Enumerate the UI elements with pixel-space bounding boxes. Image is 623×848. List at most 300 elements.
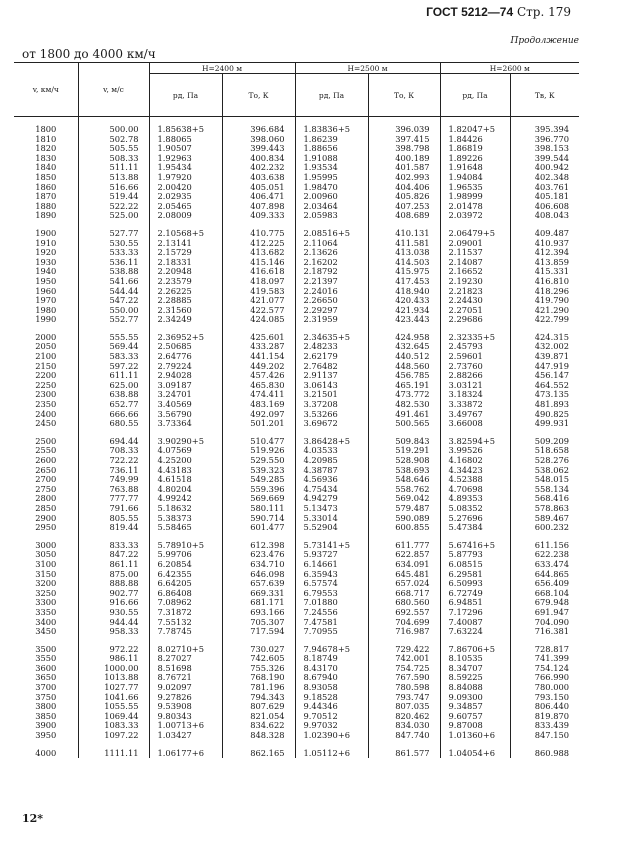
cell-pressure-2600: 1.89226 xyxy=(440,154,510,164)
table-row xyxy=(14,135,579,145)
cell-pressure-2600: 7.86706+5 xyxy=(440,645,510,655)
cell-temp-2500: 692.557 xyxy=(368,608,440,618)
cell-v-ms: 916.66 xyxy=(78,598,149,608)
cell-temp-2500: 418.940 xyxy=(368,287,440,297)
cell-pressure-2600: 4.52388 xyxy=(440,475,510,485)
cell-temp-2600: 418.296 xyxy=(510,287,579,297)
cell-pressure-2400: 4.80204 xyxy=(149,485,222,495)
cell-pressure-2400: 6.20854 xyxy=(149,560,222,570)
table-row xyxy=(14,693,579,703)
table-row xyxy=(14,381,579,391)
cell-v-kmh: 2400 xyxy=(14,410,78,420)
cell-temp-2400: 657.639 xyxy=(222,579,295,589)
cell-v-kmh: 1860 xyxy=(14,183,78,193)
cell-pressure-2600: 4.16802 xyxy=(440,456,510,466)
cell-v-ms: 736.11 xyxy=(78,466,149,476)
group-header-2500: H=2500 м xyxy=(295,63,440,74)
cell-pressure-2400: 2.05465 xyxy=(149,202,222,212)
cell-v-kmh: 4000 xyxy=(14,749,78,759)
cell-temp-2400: 519.926 xyxy=(222,446,295,456)
cell-temp-2400: 402.232 xyxy=(222,163,295,173)
table-row xyxy=(14,485,579,495)
cell-pressure-2600: 4.89353 xyxy=(440,494,510,504)
cell-v-kmh: 3550 xyxy=(14,654,78,664)
cell-v-ms: 944.44 xyxy=(78,618,149,628)
cell-v-ms: 513.88 xyxy=(78,173,149,183)
cell-pressure-2500: 7.94678+5 xyxy=(295,645,368,655)
cell-temp-2600: 691.947 xyxy=(510,608,579,618)
cell-temp-2600: 416.810 xyxy=(510,277,579,287)
cell-pressure-2500: 2.13626 xyxy=(295,248,368,258)
cell-pressure-2500: 1.83836+5 xyxy=(295,125,368,135)
cell-v-kmh: 3200 xyxy=(14,579,78,589)
cell-temp-2400: 705.307 xyxy=(222,618,295,628)
cell-pressure-2400: 4.61518 xyxy=(149,475,222,485)
cell-temp-2400: 465.830 xyxy=(222,381,295,391)
cell-pressure-2500: 4.94279 xyxy=(295,494,368,504)
table-row xyxy=(14,154,579,164)
cell-v-kmh: 3900 xyxy=(14,721,78,731)
cell-pressure-2400: 1.88065 xyxy=(149,135,222,145)
cell-pressure-2600: 6.08515 xyxy=(440,560,510,570)
cell-temp-2600: 860.988 xyxy=(510,749,579,759)
cell-pressure-2400: 2.02935 xyxy=(149,192,222,202)
cell-temp-2600: 766.990 xyxy=(510,673,579,683)
cell-pressure-2400: 1.97920 xyxy=(149,173,222,183)
cell-temp-2400: 396.684 xyxy=(222,125,295,135)
cell-pressure-2500: 7.70955 xyxy=(295,627,368,637)
cell-v-kmh: 2900 xyxy=(14,514,78,524)
cell-pressure-2400: 9.80343 xyxy=(149,712,222,722)
cell-temp-2500: 600.855 xyxy=(368,523,440,533)
cell-v-kmh: 1950 xyxy=(14,277,78,287)
cell-temp-2500: 456.785 xyxy=(368,371,440,381)
cell-pressure-2400: 3.09187 xyxy=(149,381,222,391)
cell-temp-2600: 405.181 xyxy=(510,192,579,202)
cell-pressure-2400: 4.07569 xyxy=(149,446,222,456)
cell-temp-2400: 569.669 xyxy=(222,494,295,504)
cell-v-kmh: 1970 xyxy=(14,296,78,306)
cell-temp-2400: 590.714 xyxy=(222,514,295,524)
cell-temp-2400: 406.471 xyxy=(222,192,295,202)
table-row xyxy=(14,192,579,202)
cell-temp-2400: 862.165 xyxy=(222,749,295,759)
cell-v-ms: 569.44 xyxy=(78,342,149,352)
cell-v-ms: 805.55 xyxy=(78,514,149,524)
cell-pressure-2600: 6.50993 xyxy=(440,579,510,589)
cell-pressure-2400: 2.31560 xyxy=(149,306,222,316)
cell-pressure-2500: 8.67940 xyxy=(295,673,368,683)
cell-temp-2400: 580.111 xyxy=(222,504,295,514)
cell-v-kmh: 2750 xyxy=(14,485,78,495)
cell-pressure-2600: 1.01360+6 xyxy=(440,731,510,741)
cell-v-kmh: 2050 xyxy=(14,342,78,352)
cell-pressure-2500: 4.20985 xyxy=(295,456,368,466)
cell-v-kmh: 3100 xyxy=(14,560,78,570)
cell-pressure-2600: 2.73760 xyxy=(440,362,510,372)
cell-temp-2600: 499.931 xyxy=(510,419,579,429)
cell-pressure-2400: 3.90290+5 xyxy=(149,437,222,447)
cell-temp-2600: 644.865 xyxy=(510,570,579,580)
cell-pressure-2400: 2.00420 xyxy=(149,183,222,193)
cell-temp-2600: 548.015 xyxy=(510,475,579,485)
cell-pressure-2600: 2.59601 xyxy=(440,352,510,362)
cell-v-kmh: 2950 xyxy=(14,523,78,533)
cell-temp-2600: 400.942 xyxy=(510,163,579,173)
table-row xyxy=(14,664,579,674)
cell-v-ms: 527.77 xyxy=(78,229,149,239)
table-row xyxy=(14,239,579,249)
cell-v-ms: 1041.66 xyxy=(78,693,149,703)
cell-pressure-2600: 8.34707 xyxy=(440,664,510,674)
cell-pressure-2600: 2.21823 xyxy=(440,287,510,297)
cell-v-ms: 625.00 xyxy=(78,381,149,391)
cell-pressure-2600: 1.86819 xyxy=(440,144,510,154)
cell-v-kmh: 1910 xyxy=(14,239,78,249)
cell-temp-2600: 741.399 xyxy=(510,654,579,664)
cell-pressure-2600: 3.66008 xyxy=(440,419,510,429)
data-table xyxy=(14,62,579,758)
cell-pressure-2500: 2.29297 xyxy=(295,306,368,316)
cell-v-ms: 525.00 xyxy=(78,211,149,221)
cell-temp-2500: 397.415 xyxy=(368,135,440,145)
table-row xyxy=(14,419,579,429)
cell-pressure-2500: 3.86428+5 xyxy=(295,437,368,447)
cell-temp-2600: 754.124 xyxy=(510,664,579,674)
cell-temp-2600: 402.348 xyxy=(510,173,579,183)
cell-v-kmh: 3700 xyxy=(14,683,78,693)
cell-pressure-2500: 1.86239 xyxy=(295,135,368,145)
cell-temp-2500: 405.826 xyxy=(368,192,440,202)
cell-v-ms: 958.33 xyxy=(78,627,149,637)
cell-temp-2400: 405.051 xyxy=(222,183,295,193)
cell-pressure-2500: 2.11064 xyxy=(295,239,368,249)
cell-pressure-2400: 3.24701 xyxy=(149,390,222,400)
cell-v-kmh: 1850 xyxy=(14,173,78,183)
cell-pressure-2400: 8.51698 xyxy=(149,664,222,674)
cell-v-ms: 502.78 xyxy=(78,135,149,145)
cell-temp-2400: 501.201 xyxy=(222,419,295,429)
cell-pressure-2600: 7.63224 xyxy=(440,627,510,637)
continuation-label: Продолжение xyxy=(510,36,579,46)
cell-temp-2500: 400.189 xyxy=(368,154,440,164)
cell-v-ms: 547.22 xyxy=(78,296,149,306)
table-row xyxy=(14,673,579,683)
cell-pressure-2600: 2.88266 xyxy=(440,371,510,381)
cell-pressure-2600: 2.14087 xyxy=(440,258,510,268)
cell-pressure-2400: 2.15729 xyxy=(149,248,222,258)
cell-v-kmh: 1930 xyxy=(14,258,78,268)
cell-pressure-2400: 5.78910+5 xyxy=(149,541,222,551)
cell-pressure-2500: 9.44346 xyxy=(295,702,368,712)
cell-pressure-2600: 7.17296 xyxy=(440,608,510,618)
cell-v-kmh: 3800 xyxy=(14,702,78,712)
cell-pressure-2600: 1.84426 xyxy=(440,135,510,145)
cell-temp-2400: 781.196 xyxy=(222,683,295,693)
cell-pressure-2500: 2.18792 xyxy=(295,267,368,277)
cell-temp-2400: 612.398 xyxy=(222,541,295,551)
table-row xyxy=(14,645,579,655)
cell-v-ms: 555.55 xyxy=(78,333,149,343)
cell-temp-2600: 728.817 xyxy=(510,645,579,655)
cell-temp-2500: 415.975 xyxy=(368,267,440,277)
cell-temp-2400: 742.605 xyxy=(222,654,295,664)
cell-temp-2500: 465.191 xyxy=(368,381,440,391)
cell-temp-2500: 793.747 xyxy=(368,693,440,703)
cell-temp-2600: 622.238 xyxy=(510,550,579,560)
cell-pressure-2600: 5.87793 xyxy=(440,550,510,560)
cell-pressure-2600: 9.09300 xyxy=(440,693,510,703)
table-row xyxy=(14,287,579,297)
cell-temp-2400: 848.328 xyxy=(222,731,295,741)
cell-temp-2600: 413.859 xyxy=(510,258,579,268)
cell-v-ms: 791.66 xyxy=(78,504,149,514)
cell-temp-2500: 401.587 xyxy=(368,163,440,173)
cell-v-kmh: 1870 xyxy=(14,192,78,202)
cell-temp-2500: 519.291 xyxy=(368,446,440,456)
cell-pressure-2400: 1.03427 xyxy=(149,731,222,741)
cell-v-kmh: 1980 xyxy=(14,306,78,316)
cell-temp-2500: 780.598 xyxy=(368,683,440,693)
cell-pressure-2400: 8.02710+5 xyxy=(149,645,222,655)
cell-pressure-2600: 2.03972 xyxy=(440,211,510,221)
cell-v-kmh: 3650 xyxy=(14,673,78,683)
table-row xyxy=(14,248,579,258)
table-row xyxy=(14,456,579,466)
cell-v-ms: 530.55 xyxy=(78,239,149,249)
cell-pressure-2600: 2.45793 xyxy=(440,342,510,352)
cell-v-kmh: 3050 xyxy=(14,550,78,560)
cell-pressure-2400: 7.31872 xyxy=(149,608,222,618)
table-row xyxy=(14,514,579,524)
cell-pressure-2600: 2.16652 xyxy=(440,267,510,277)
cell-temp-2400: 483.169 xyxy=(222,400,295,410)
cell-temp-2400: 559.396 xyxy=(222,485,295,495)
cell-pressure-2600: 2.09001 xyxy=(440,239,510,249)
cell-v-ms: 972.22 xyxy=(78,645,149,655)
cell-temp-2400: 407.898 xyxy=(222,202,295,212)
cell-pressure-2500: 3.06143 xyxy=(295,381,368,391)
cell-temp-2500: 423.443 xyxy=(368,315,440,325)
cell-pressure-2500: 2.00960 xyxy=(295,192,368,202)
cell-v-ms: 749.99 xyxy=(78,475,149,485)
table-row xyxy=(14,144,579,154)
cell-temp-2600: 399.544 xyxy=(510,154,579,164)
cell-temp-2600: 408.043 xyxy=(510,211,579,221)
cell-pressure-2400: 4.25200 xyxy=(149,456,222,466)
cell-v-ms: 1027.77 xyxy=(78,683,149,693)
cell-v-ms: 652.77 xyxy=(78,400,149,410)
cell-pressure-2600: 6.72749 xyxy=(440,589,510,599)
cell-temp-2600: 410.937 xyxy=(510,239,579,249)
cell-temp-2600: 668.104 xyxy=(510,589,579,599)
cell-pressure-2400: 2.79224 xyxy=(149,362,222,372)
cell-temp-2400: 441.154 xyxy=(222,352,295,362)
cell-pressure-2400: 7.55132 xyxy=(149,618,222,628)
cell-v-ms: 819.44 xyxy=(78,523,149,533)
cell-temp-2400: 623.476 xyxy=(222,550,295,560)
cell-temp-2400: 755.326 xyxy=(222,664,295,674)
table-row xyxy=(14,560,579,570)
cell-pressure-2600: 3.18324 xyxy=(440,390,510,400)
cell-v-kmh: 1830 xyxy=(14,154,78,164)
cell-pressure-2500: 2.34635+5 xyxy=(295,333,368,343)
cell-pressure-2500: 3.37208 xyxy=(295,400,368,410)
cell-temp-2600: 780.000 xyxy=(510,683,579,693)
cell-pressure-2400: 8.27027 xyxy=(149,654,222,664)
cell-pressure-2600: 1.04054+6 xyxy=(440,749,510,759)
cell-temp-2500: 820.462 xyxy=(368,712,440,722)
cell-v-kmh: 2150 xyxy=(14,362,78,372)
cell-pressure-2500: 6.79553 xyxy=(295,589,368,599)
cell-pressure-2500: 3.53266 xyxy=(295,410,368,420)
col-header-v-kmh: v, км/ч xyxy=(14,63,78,117)
cell-pressure-2600: 9.60757 xyxy=(440,712,510,722)
cell-v-ms: 638.88 xyxy=(78,390,149,400)
cell-temp-2500: 500.565 xyxy=(368,419,440,429)
cell-pressure-2400: 7.08962 xyxy=(149,598,222,608)
table-row xyxy=(14,475,579,485)
cell-v-kmh: 3600 xyxy=(14,664,78,674)
table-row xyxy=(14,731,579,741)
cell-v-kmh: 2550 xyxy=(14,446,78,456)
cell-temp-2600: 419.790 xyxy=(510,296,579,306)
cell-pressure-2500: 2.21397 xyxy=(295,277,368,287)
cell-pressure-2600: 5.67416+5 xyxy=(440,541,510,551)
cell-temp-2500: 767.590 xyxy=(368,673,440,683)
table-row xyxy=(14,362,579,372)
cell-pressure-2400: 1.06177+6 xyxy=(149,749,222,759)
cell-pressure-2400: 6.86408 xyxy=(149,589,222,599)
cell-temp-2400: 681.171 xyxy=(222,598,295,608)
cell-temp-2500: 668.717 xyxy=(368,589,440,599)
cell-pressure-2400: 2.10568+5 xyxy=(149,229,222,239)
cell-pressure-2500: 2.05983 xyxy=(295,211,368,221)
cell-pressure-2500: 2.03464 xyxy=(295,202,368,212)
cell-temp-2400: 634.710 xyxy=(222,560,295,570)
cell-v-kmh: 1960 xyxy=(14,287,78,297)
cell-pressure-2500: 1.93534 xyxy=(295,163,368,173)
cell-temp-2400: 492.097 xyxy=(222,410,295,420)
cell-temp-2500: 579.487 xyxy=(368,504,440,514)
cell-temp-2500: 417.453 xyxy=(368,277,440,287)
cell-temp-2600: 432.002 xyxy=(510,342,579,352)
table-row xyxy=(14,570,579,580)
table-row xyxy=(14,125,579,135)
cell-v-kmh: 1800 xyxy=(14,125,78,135)
cell-v-ms: 508.33 xyxy=(78,154,149,164)
range-title: от 1800 до 4000 км/ч xyxy=(22,47,156,61)
cell-temp-2500: 421.934 xyxy=(368,306,440,316)
cell-pressure-2600: 8.84088 xyxy=(440,683,510,693)
table-row xyxy=(14,541,579,551)
cell-temp-2400: 717.594 xyxy=(222,627,295,637)
cell-temp-2500: 411.581 xyxy=(368,239,440,249)
cell-pressure-2600: 1.94084 xyxy=(440,173,510,183)
cell-temp-2500: 622.857 xyxy=(368,550,440,560)
cell-pressure-2400: 9.02097 xyxy=(149,683,222,693)
cell-pressure-2600: 2.32335+5 xyxy=(440,333,510,343)
cell-temp-2600: 395.394 xyxy=(510,125,579,135)
table-row xyxy=(14,712,579,722)
cell-pressure-2600: 7.40087 xyxy=(440,618,510,628)
cell-temp-2600: 415.331 xyxy=(510,267,579,277)
cell-temp-2600: 611.156 xyxy=(510,541,579,551)
cell-pressure-2500: 7.24556 xyxy=(295,608,368,618)
cell-pressure-2400: 2.18331 xyxy=(149,258,222,268)
cell-temp-2600: 833.439 xyxy=(510,721,579,731)
cell-temp-2500: 448.560 xyxy=(368,362,440,372)
table-row xyxy=(14,446,579,456)
table-row xyxy=(14,504,579,514)
cell-v-kmh: 2000 xyxy=(14,333,78,343)
cell-v-kmh: 1880 xyxy=(14,202,78,212)
cell-v-kmh: 3000 xyxy=(14,541,78,551)
cell-temp-2600: 633.474 xyxy=(510,560,579,570)
cell-pressure-2400: 5.99706 xyxy=(149,550,222,560)
cell-temp-2600: 422.799 xyxy=(510,315,579,325)
cell-pressure-2500: 4.03533 xyxy=(295,446,368,456)
group-header-2600: H=2600 м xyxy=(440,63,579,74)
cell-pressure-2500: 5.73141+5 xyxy=(295,541,368,551)
cell-temp-2400: 412.225 xyxy=(222,239,295,249)
cell-v-kmh: 3750 xyxy=(14,693,78,703)
cell-temp-2400: 421.077 xyxy=(222,296,295,306)
cell-temp-2500: 807.035 xyxy=(368,702,440,712)
cell-pressure-2500: 1.88656 xyxy=(295,144,368,154)
cell-pressure-2600: 1.98999 xyxy=(440,192,510,202)
cell-pressure-2400: 2.94028 xyxy=(149,371,222,381)
table-row xyxy=(14,749,579,759)
cell-temp-2400: 413.682 xyxy=(222,248,295,258)
cell-v-kmh: 1900 xyxy=(14,229,78,239)
cell-pressure-2600: 9.87008 xyxy=(440,721,510,731)
cell-v-ms: 666.66 xyxy=(78,410,149,420)
cell-temp-2500: 729.422 xyxy=(368,645,440,655)
cell-v-kmh: 3450 xyxy=(14,627,78,637)
cell-pressure-2500: 3.69672 xyxy=(295,419,368,429)
cell-pressure-2500: 6.57574 xyxy=(295,579,368,589)
table-row xyxy=(14,618,579,628)
cell-temp-2400: 419.583 xyxy=(222,287,295,297)
cell-temp-2400: 730.027 xyxy=(222,645,295,655)
cell-temp-2500: 491.461 xyxy=(368,410,440,420)
cell-pressure-2400: 2.20948 xyxy=(149,267,222,277)
cell-pressure-2500: 1.02390+6 xyxy=(295,731,368,741)
table-row xyxy=(14,277,579,287)
cell-temp-2400: 510.477 xyxy=(222,437,295,447)
table-row xyxy=(14,523,579,533)
cell-temp-2600: 398.153 xyxy=(510,144,579,154)
standard-number: ГОСТ 5212—74 xyxy=(426,5,514,19)
cell-pressure-2400: 7.78745 xyxy=(149,627,222,637)
cell-pressure-2600: 2.01478 xyxy=(440,202,510,212)
cell-pressure-2500: 5.13473 xyxy=(295,504,368,514)
cell-v-ms: 550.00 xyxy=(78,306,149,316)
cell-pressure-2400: 3.40569 xyxy=(149,400,222,410)
cell-temp-2400: 834.622 xyxy=(222,721,295,731)
cell-temp-2500: 611.777 xyxy=(368,541,440,551)
cell-v-ms: 1111.11 xyxy=(78,749,149,759)
cell-v-ms: 1083.33 xyxy=(78,721,149,731)
cell-pressure-2500: 1.05112+6 xyxy=(295,749,368,759)
cell-temp-2600: 558.134 xyxy=(510,485,579,495)
cell-temp-2500: 548.646 xyxy=(368,475,440,485)
cell-v-ms: 930.55 xyxy=(78,608,149,618)
table-row xyxy=(14,494,579,504)
cell-v-ms: 522.22 xyxy=(78,202,149,212)
table-row xyxy=(14,173,579,183)
